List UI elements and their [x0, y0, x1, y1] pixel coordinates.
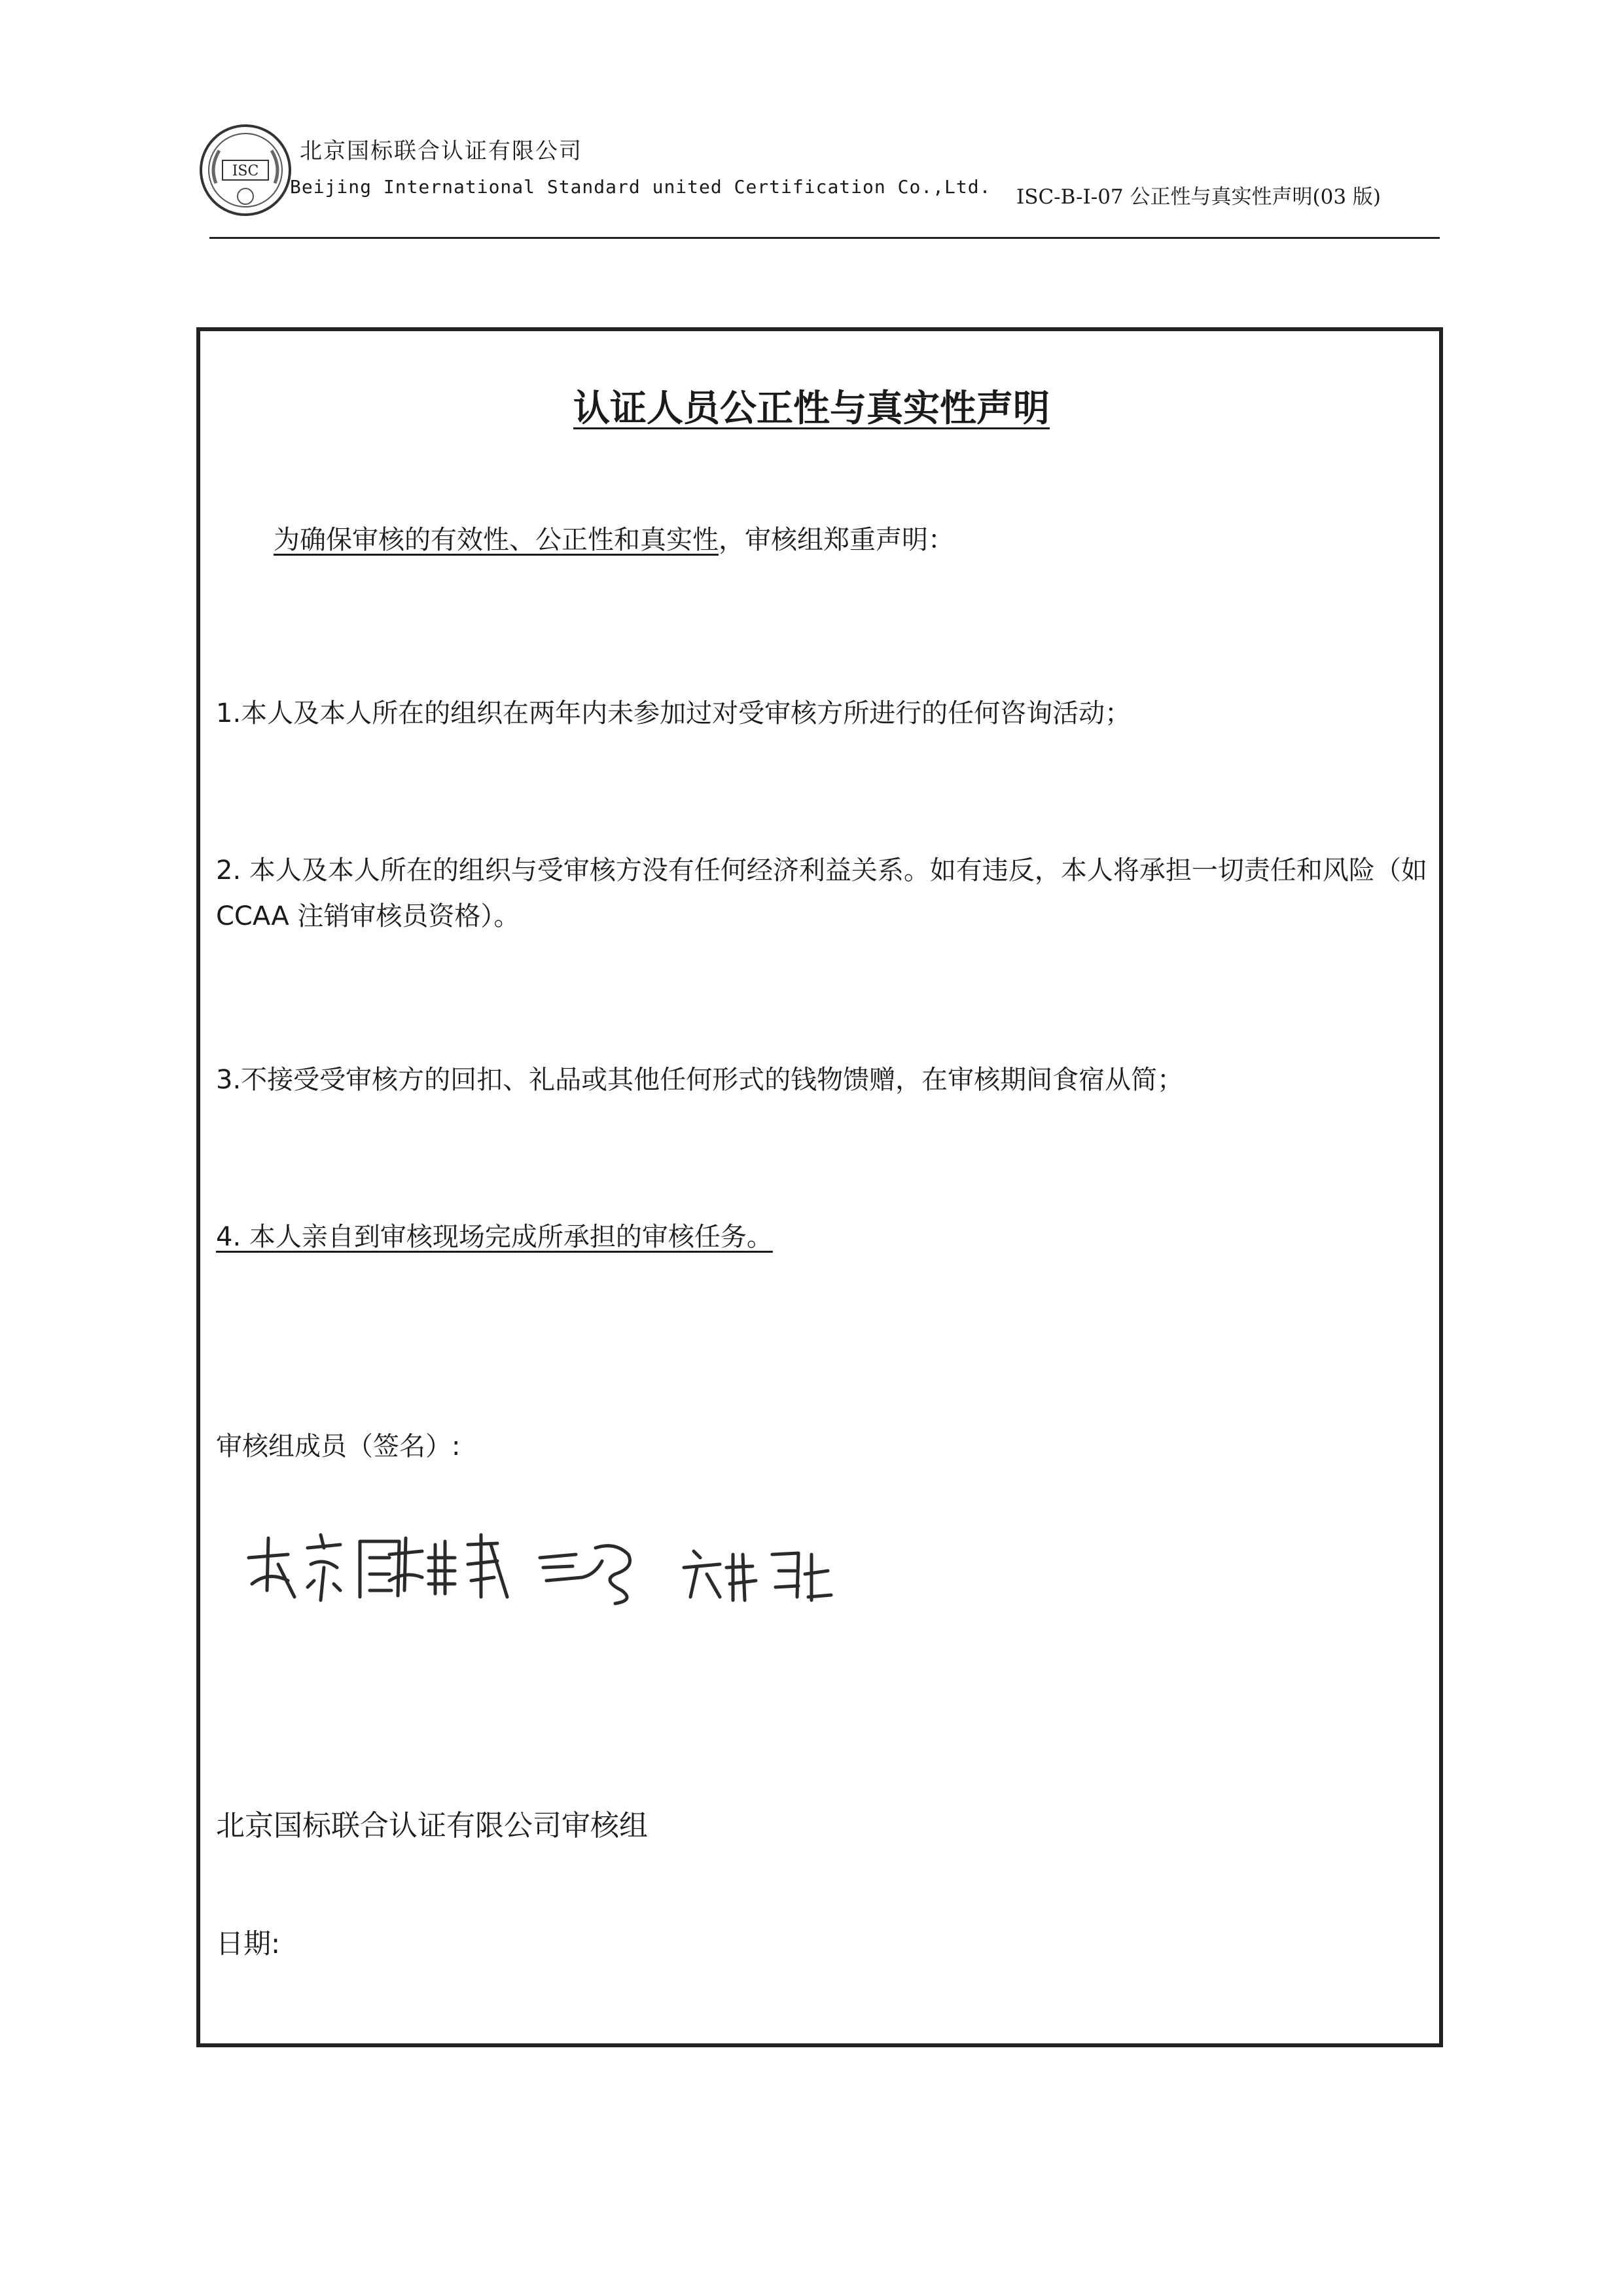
company-name-cn: 北京国标联合认证有限公司 — [300, 138, 582, 164]
declaration-item-1: 1.本人及本人所在的组织在两年内未参加过对受审核方所进行的任何咨询活动； — [216, 698, 1132, 728]
header-divider — [209, 237, 1440, 239]
handwritten-signature-4 — [681, 1535, 838, 1607]
isc-seal-logo-icon — [196, 121, 294, 219]
intro-statement — [274, 517, 954, 563]
svg-text:ISC: ISC — [232, 163, 259, 179]
handwritten-signature-3 — [537, 1528, 654, 1607]
declaration-item-3: 3.不接受受审核方的回扣、礼品或其他任何形式的钱物馈赠，在审核期间食宿从简； — [216, 1065, 1184, 1095]
document-code: ISC-B-I-07 公正性与真实性声明(03 版) — [1016, 185, 1381, 209]
intro-underlined: 为确保审核的有效性、公正性和真实性 — [274, 525, 719, 555]
page-header — [196, 121, 1440, 245]
audit-team-company: 北京国标联合认证有限公司审核组 — [216, 1809, 648, 1842]
handwritten-signature-2 — [383, 1518, 527, 1617]
document-title: 认证人员公正性与真实性声明 — [573, 387, 1050, 430]
date-label: 日期: — [216, 1928, 281, 1960]
declaration-item-4: 4. 本人亲自到审核现场完成所承担的审核任务。 — [216, 1222, 773, 1252]
company-name-en: Beijing International Standard united Certification Co.,Ltd. — [290, 176, 991, 198]
intro-rest: ，审核组郑重声明： — [719, 525, 954, 555]
members-signature-label: 审核组成员（签名）: — [216, 1431, 461, 1462]
declaration-frame — [196, 327, 1443, 2047]
declaration-item-2: 2. 本人及本人所在的组织与受审核方没有任何经济利益关系。如有违反，本人将承担一切责任和风险（如 CCAA 注销审核员资格）。 — [216, 855, 1427, 931]
